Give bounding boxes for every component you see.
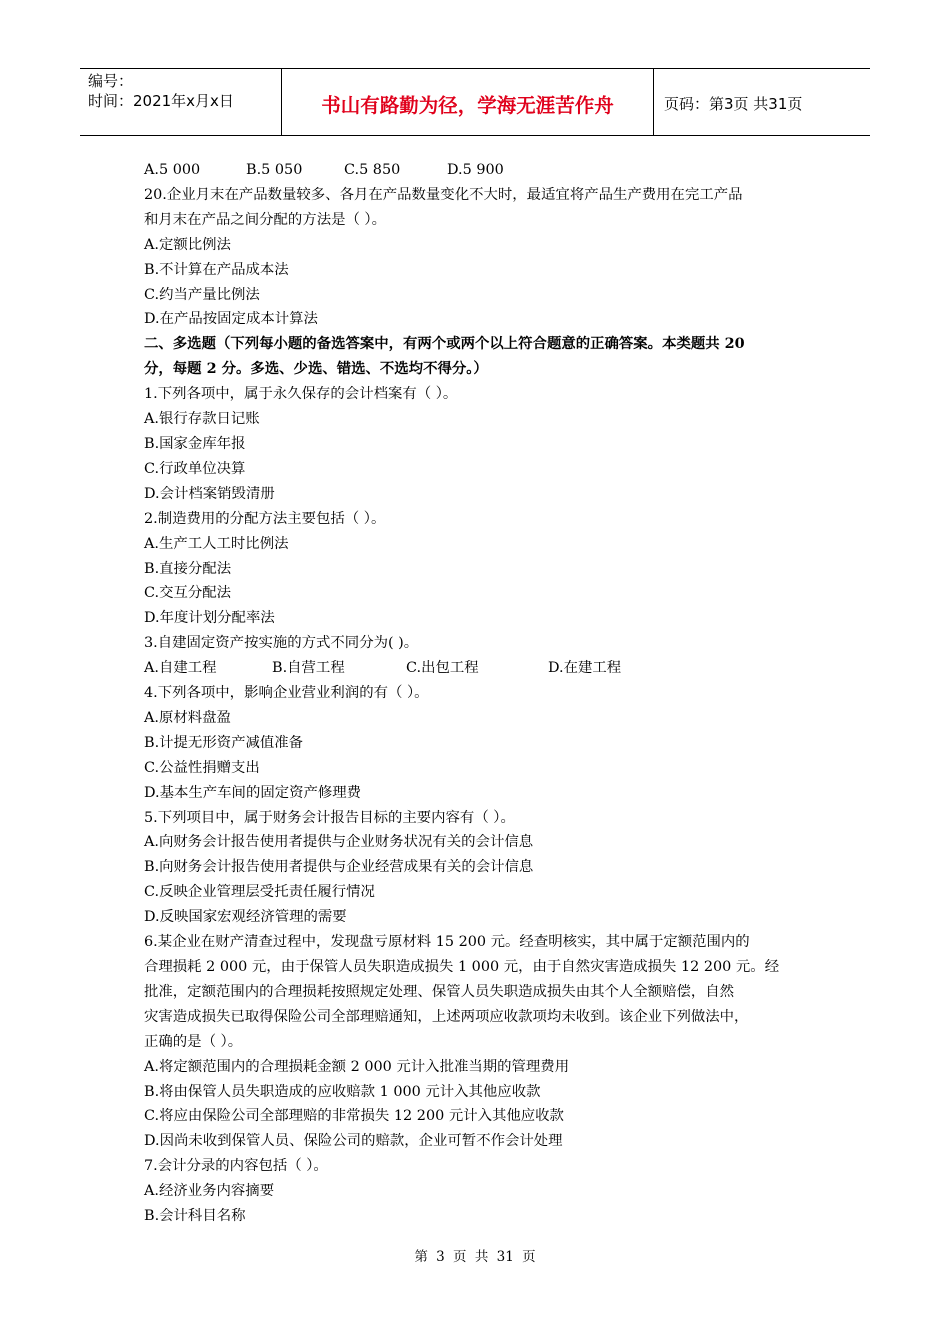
m2-option-c: C.交互分配法 [144, 585, 232, 602]
m2-stem: 2.制造费用的分配方法主要包括（ ）。 [144, 510, 386, 527]
m6-option-b: B.将由保管人员失职造成的应收赔款 1 000 元计入其他应收款 [144, 1083, 541, 1100]
m6-stem-line2: 合理损耗 2 000 元，由于保管人员失职造成损失 1 000 元，由于自然灾害造成损失 12 200 元。经 [144, 959, 780, 975]
m4-option-c: C.公益性捐赠支出 [144, 759, 260, 776]
m6-stem-line4: 灾害造成损失已取得保险公司全部理赔通知，上述两项应收款项均未收到。该企业下列做法中， [144, 1008, 749, 1025]
q20-option-a: A.定额比例法 [144, 236, 231, 253]
date-label: 时间：2021年x月x日 [88, 92, 234, 110]
q19-option-d: D.5 900 [447, 162, 504, 178]
m4-option-b: B.计提无形资产减值准备 [144, 734, 304, 751]
m1-option-d: D.会计档案销毁清册 [144, 485, 275, 502]
page-footer: 第 3 页 共 31 页 [414, 1249, 536, 1265]
m6-stem-line1: 6.某企业在财产清查过程中，发现盘亏原材料 15 200 元。经查明核实，其中属于定额范围内的 [144, 934, 750, 951]
m4-stem: 4.下列各项中，影响企业营业利润的有（ ）。 [144, 685, 429, 702]
section2-heading-line2: 分，每题 2 分。多选、少选、错选、不选均不得分。） [144, 360, 488, 378]
m6-option-a: A.将定额范围内的合理损耗金额 2 000 元计入批准当期的管理费用 [144, 1058, 570, 1075]
m3-option-b: B.自营工程 [272, 660, 345, 677]
m6-option-c: C.将应由保险公司全部理赔的非常损失 12 200 元计入其他应收款 [144, 1108, 564, 1125]
section2-heading-line1: 二、多选题（下列每小题的备选答案中，有两个或两个以上符合题意的正确答案。本类题共 20 [144, 335, 745, 353]
document-body [144, 158, 824, 1229]
m6-stem-line3: 批准，定额范围内的合理损耗按照规定处理、保管人员失职造成损失由其个人全额赔偿，自然 [144, 983, 735, 1000]
m3-options-row [144, 656, 824, 681]
m5-option-a: A.向财务会计报告使用者提供与企业财务状况有关的会计信息 [144, 834, 534, 851]
page-info: 页码：第3页 共31页 [664, 94, 803, 113]
q20-stem-line1: 20.企业月末在产品数量较多、各月在产品数量变化不大时，最适宜将产品生产费用在完工产品 [144, 186, 743, 203]
page-header [80, 68, 870, 136]
m6-option-d: D.因尚未收到保管人员、保险公司的赔款，企业可暂不作会计处理 [144, 1133, 563, 1150]
q19-option-c: C.5 850 [344, 162, 401, 178]
m5-option-c: C.反映企业管理层受托责任履行情况 [144, 884, 375, 901]
m6-stem-line5: 正确的是（ ）。 [144, 1033, 243, 1050]
m7-option-a: A.经济业务内容摘要 [144, 1183, 275, 1200]
m2-option-a: A.生产工人工时比例法 [144, 535, 289, 552]
q20-option-d: D.在产品按固定成本计算法 [144, 311, 318, 328]
m3-option-a: A.自建工程 [144, 660, 217, 677]
q20-option-b: B.不计算在产品成本法 [144, 261, 289, 278]
motto: 书山有路勤为径，学海无涯苦作舟 [282, 69, 654, 135]
header-left-cell [80, 69, 282, 135]
m4-option-d: D.基本生产车间的固定资产修理费 [144, 784, 362, 801]
q19-option-b: B.5 050 [246, 162, 303, 178]
m1-option-b: B.国家金库年报 [144, 435, 246, 452]
m1-stem: 1.下列各项中，属于永久保存的会计档案有（ ）。 [144, 386, 458, 403]
q19-option-a: A.5 000 [144, 162, 201, 178]
m1-option-a: A.银行存款日记账 [144, 411, 260, 428]
m4-option-a: A.原材料盘盈 [144, 709, 231, 726]
m1-option-c: C.行政单位决算 [144, 460, 246, 477]
m3-option-c: C.出包工程 [406, 660, 479, 677]
m7-stem: 7.会计分录的内容包括（ ）。 [144, 1158, 328, 1175]
m5-option-b: B.向财务会计报告使用者提供与企业经营成果有关的会计信息 [144, 859, 534, 876]
m2-option-d: D.年度计划分配率法 [144, 610, 275, 627]
q19-options-row [144, 158, 824, 183]
m5-option-d: D.反映国家宏观经济管理的需要 [144, 909, 347, 926]
q20-stem-line2: 和月末在产品之间分配的方法是（ ）。 [144, 211, 387, 228]
m3-option-d: D.在建工程 [548, 660, 622, 677]
m3-stem: 3.自建固定资产按实施的方式不同分为( )。 [144, 635, 419, 652]
m2-option-b: B.直接分配法 [144, 560, 232, 577]
m7-option-b: B.会计科目名称 [144, 1208, 246, 1225]
q20-option-c: C.约当产量比例法 [144, 286, 260, 303]
m5-stem: 5.下列项目中，属于财务会计报告目标的主要内容有（ ）。 [144, 809, 515, 826]
number-label: 编号： [88, 72, 134, 90]
